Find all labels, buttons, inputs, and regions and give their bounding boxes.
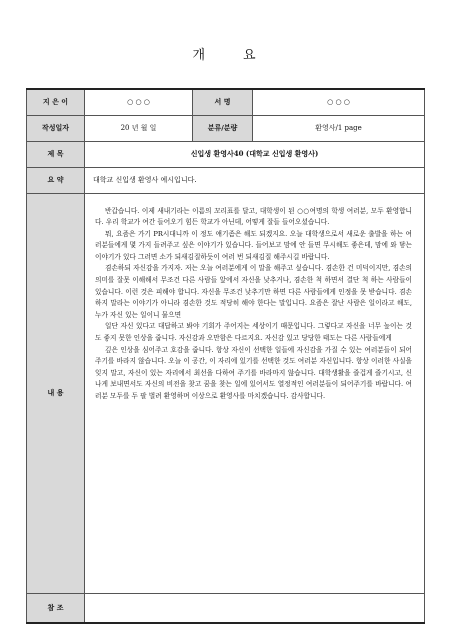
title-char-1: 개 [192, 48, 207, 63]
author-label: 지 은 이 [27, 89, 85, 115]
signature-label: 서 명 [193, 89, 253, 115]
summary-label: 요 약 [27, 167, 85, 193]
document-form [26, 88, 425, 624]
content-label: 내 용 [27, 193, 85, 593]
category-value: 환영사/1 page [253, 115, 425, 141]
signature-value: ○ ○ ○ [253, 89, 425, 115]
reference-value [85, 593, 425, 623]
date-label: 작성일자 [27, 115, 85, 141]
content-paragraph: 일단 자신 있다고 대답하고 봐야 기회가 주어지는 세상이기 때문입니다. 그렇다고 자신을 너무 높이는 것도 좋지 못한 인상을 줍니다. 자신감과 오만함은 다르지요. 자신감 있고 당당한 태도는 다른 사람들에게 [95, 322, 412, 343]
subject-value: 신입생 환영사40 (대학교 신입생 환영사) [85, 141, 425, 167]
content-paragraph: 깊은 인상을 심어주고 호감을 줍니다. 항상 자신이 선택한 일들에 자신감을 가질 수 있는 여러분들이 되어주기를 바라지 않습니다. 오늘 이 공간, 이 자리에 있기를 선택한 것도 여러분 자신입니다. 항상 이러한 사실을 잊지 말고, 자신이 있는 자리에서 최선을 다하여 주기를 바라마지 않습니다. 대학생활을 즐겁게 즐기시고, 신나게 보내면서도 자신의 비전을 찾고 꿈을 찾는 일에 있어서도 열정적인 여러분들이 되어주기를 바랍니다. 여러분 모두를 두 팔 벌려 환영하며 이상으로 환영사를 마치겠습니다. 감사합니다. [95, 345, 415, 400]
content-body [85, 193, 425, 593]
author-value: ○ ○ ○ [85, 89, 193, 115]
reference-label: 참 조 [27, 593, 85, 623]
content-paragraph: 뭐, 요즘은 가기 PR시대니까 이 정도 얘기좀은 해도 되겠지요. 오늘 대학생으로서 새로운 출발을 하는 여러분들에게 몇 가지 들려주고 싶은 이야기가 있습니다. 들어보고 맘에 안 들면 무시해도 좋은데, 맘에 와 닿는 이야기가 있다 그러면 소가 되새김질하듯이 여러 번 되새김질 해주시길 바랍니다. [95, 229, 415, 261]
summary-value: 대학교 신입생 환영사 예시입니다. [85, 167, 425, 193]
content-paragraph: 겸손하되 자신감을 가지자. 저는 오늘 여러분에게 이 말을 해주고 싶습니다. 겸손한 건 미덕이지만, 겸손의 의미를 잘못 이해해서 무조건 다른 사람들 앞에서 자신을 낮추거나, 겸손한 척 하면서 결단 척 하는 사람들이 있습니다. 이런 것은 피해야 합니다. 자신을 무조건 낮추기만 하면 다른 사람들에게 인정을 못 받습니다. 겸손하지 말라는 이야기가 아니라 겸손한 것도 적당히 해야 한다는 말입니다. 요즘은 잘난 사람은 일이라고 해도, 누가 자신 있는 일이니 물으면 [95, 264, 415, 319]
category-label: 분류/분량 [193, 115, 253, 141]
document-title [0, 44, 450, 63]
title-char-2: 요 [243, 48, 258, 63]
subject-label: 제 목 [27, 141, 85, 167]
date-value: 20 년 월 일 [85, 115, 193, 141]
content-paragraph: 반갑습니다. 이제 새내기라는 이름의 꼬리표를 달고, 대학생이 된 ○○여명의 학생 여러분, 모두 환영합니다. 우리 학교가 여간 들어오기 힘든 학교가 아닌데, 어떻게 잘들 들어오셨습니다. [95, 206, 412, 227]
